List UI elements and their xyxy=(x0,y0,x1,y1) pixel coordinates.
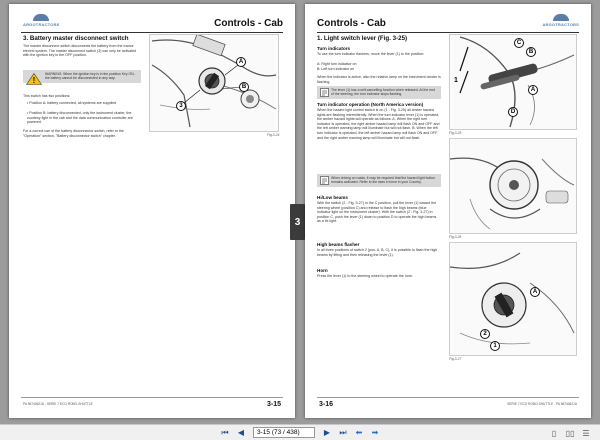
figure-3-26 xyxy=(449,138,577,234)
warning-note xyxy=(23,70,141,83)
section-title: 3. Battery master disconnect switch xyxy=(23,35,129,42)
warning-text: WARNING: When the ignition key is in the position Key ON, the battery cannot be disconnected in any way. xyxy=(45,72,135,81)
na-title: Turn indicator operation (North America version) xyxy=(317,102,424,107)
svg-text:!: ! xyxy=(32,76,36,85)
hilo-text: With the switch (2 - Fig. 3-27) in the C position, pull the lever (1) toward the steering wheel (position C) and release to flash the high beams (blue indicator light on the instrument cluster). With the switch (2 - Fig. 3-27) in position C, push the lever (1) down to position D to operate the high beams as a fix light. xyxy=(317,201,437,224)
turn-note-text: The lever (1) has a self-cancelling function when released. At the end of the steering, the turn indicator stops flashing. xyxy=(331,88,435,97)
turn-note xyxy=(317,86,441,99)
na-note-text: When driving on roads, it may be required that the hazard light button remains activated. Refer to the laws in force in your Country. xyxy=(331,176,436,185)
callout-b: B xyxy=(239,82,249,92)
na-text: When the hazard light control switch is on (1 - Fig. 3-25) all amber hazard lights are flashing intermittently. When the turn indicator lever (1) is operated, the amber hazard lights will operate as follows: A. When the right turn indicator is operated, the right amber hazard lamp will flash ON and OFF and the left amber warning lamp will illuminate but will not flash. B. When the left turn indicator is operated, the left amber hazard lamp will flash ON and OFF and the right amber warning lamp will illuminate but will not flash. xyxy=(317,108,440,140)
info-icon xyxy=(320,176,329,185)
page-number: 3-15 xyxy=(266,401,281,408)
horn-text: Press the lever (1) to the steering wheel to operate the horn. xyxy=(317,274,413,278)
figure-3-27 xyxy=(449,242,577,356)
callout-2: 2 xyxy=(480,329,490,339)
callout-a: A xyxy=(528,85,538,95)
footer-rule xyxy=(21,397,283,398)
left-page xyxy=(9,4,295,418)
turn-a: A: Right turn indicator on xyxy=(317,62,357,66)
flasher-text: In all three positions of switch 2 (pos. A, B, C), it is possible to flash the high beams by lifting and then releasing the lever (1). xyxy=(317,248,438,257)
page-number-input[interactable] xyxy=(253,427,315,438)
two-page-view-icon[interactable]: ▯▯ xyxy=(565,428,575,438)
header-rule xyxy=(21,32,283,33)
callout-c: C xyxy=(514,38,524,48)
callout-3: 3 xyxy=(176,101,186,111)
position-a: Position A: battery connected, all systems are supplied xyxy=(29,101,117,105)
figure-3-25 xyxy=(449,34,577,130)
page-number: 3-16 xyxy=(319,401,334,408)
position-a-text: • Position A: battery connected, all systems are supplied xyxy=(27,101,117,105)
callout-a: A xyxy=(236,57,246,67)
navigation-toolbar xyxy=(0,424,600,440)
warning-icon xyxy=(26,73,42,85)
na-note xyxy=(317,174,441,187)
right-page xyxy=(305,4,591,418)
footer-text: PA 5674062JU - SERIE 7 ECO ROBO-SHUTTLE xyxy=(23,402,93,406)
positions-intro: This switch has two positions: xyxy=(23,94,71,98)
intro-text: The master disconnect switch disconnects the battery from the tractor electric system. The master disconnect switch (3) can only be activated with the ignition key in the OFF position. xyxy=(23,44,137,58)
turn-text: To use the turn indicator flashers, move the lever (1) to the position: xyxy=(317,52,425,56)
figure-3-24 xyxy=(149,34,279,132)
hilo-title: Hi/Low beams xyxy=(317,195,348,200)
brand-logo: ARGOTRACTORS xyxy=(542,14,579,27)
header-rule xyxy=(317,32,579,33)
battery-switch-illustration xyxy=(150,35,278,131)
brand-logo: ARGOTRACTORS xyxy=(23,14,60,27)
callout-d: D xyxy=(508,107,518,117)
instrument-cluster-illustration xyxy=(450,139,576,233)
next-page-icon[interactable]: ▶ xyxy=(323,428,331,437)
closing-text: For a correct use of the battery disconnector switch, refer to the "Operation" section, "Battery disconnector switch" chapter. xyxy=(23,129,124,138)
info-icon xyxy=(320,88,329,97)
view-controls xyxy=(546,427,594,439)
figure-caption: Fig.3-24 xyxy=(267,133,280,137)
light-switch-illustration xyxy=(450,243,576,355)
callout-1: 1 xyxy=(454,77,458,84)
footer-rule xyxy=(317,397,579,398)
callout-b: B xyxy=(526,47,536,57)
figure-caption-25: Fig.3-25 xyxy=(449,131,462,135)
turn-text-2: When the indicator is active, also the relative lamp on the instrument cluster is flashing. xyxy=(317,75,441,84)
figure-caption-26: Fig.3-26 xyxy=(449,235,462,239)
prev-page-icon[interactable]: ◀ xyxy=(237,428,245,437)
single-page-view-icon[interactable]: ▯ xyxy=(551,428,557,438)
position-b: Position B: battery disconnected, only the instrument cluster, the courtesy light in the cab and the data communication controller are powered. xyxy=(27,111,133,125)
forward-icon[interactable]: ➡ xyxy=(371,428,379,437)
callout-1: 1 xyxy=(490,341,500,351)
horn-title: Horn xyxy=(317,268,328,273)
position-b-text: • Position B: battery disconnected, only the instrument cluster, the courtesy light in the cab and the data communication controller are powered. xyxy=(27,111,133,125)
chapter-tab[interactable]: 3 xyxy=(290,204,305,240)
section-title: 1. Light switch lever (Fig. 3-25) xyxy=(317,35,408,42)
page-title: Controls - Cab xyxy=(214,18,283,29)
first-page-icon[interactable]: ⏮ xyxy=(221,427,229,437)
turn-indicators-title: Turn indicators xyxy=(317,46,351,51)
page-title: Controls - Cab xyxy=(317,18,386,29)
last-page-icon[interactable]: ⏭ xyxy=(339,427,347,437)
footer-text: SERIE 7 ECO ROBO-SHUTTLE - PA 5674062JU xyxy=(507,402,577,406)
turn-b: B: Left turn indicator on xyxy=(317,67,355,71)
callout-a: A xyxy=(530,287,540,297)
continuous-view-icon[interactable]: ☰ xyxy=(582,428,590,438)
flasher-title: High beams flasher xyxy=(317,242,360,247)
figure-caption-27: Fig.3-27 xyxy=(449,357,462,361)
back-icon[interactable]: ⬅ xyxy=(355,428,363,437)
